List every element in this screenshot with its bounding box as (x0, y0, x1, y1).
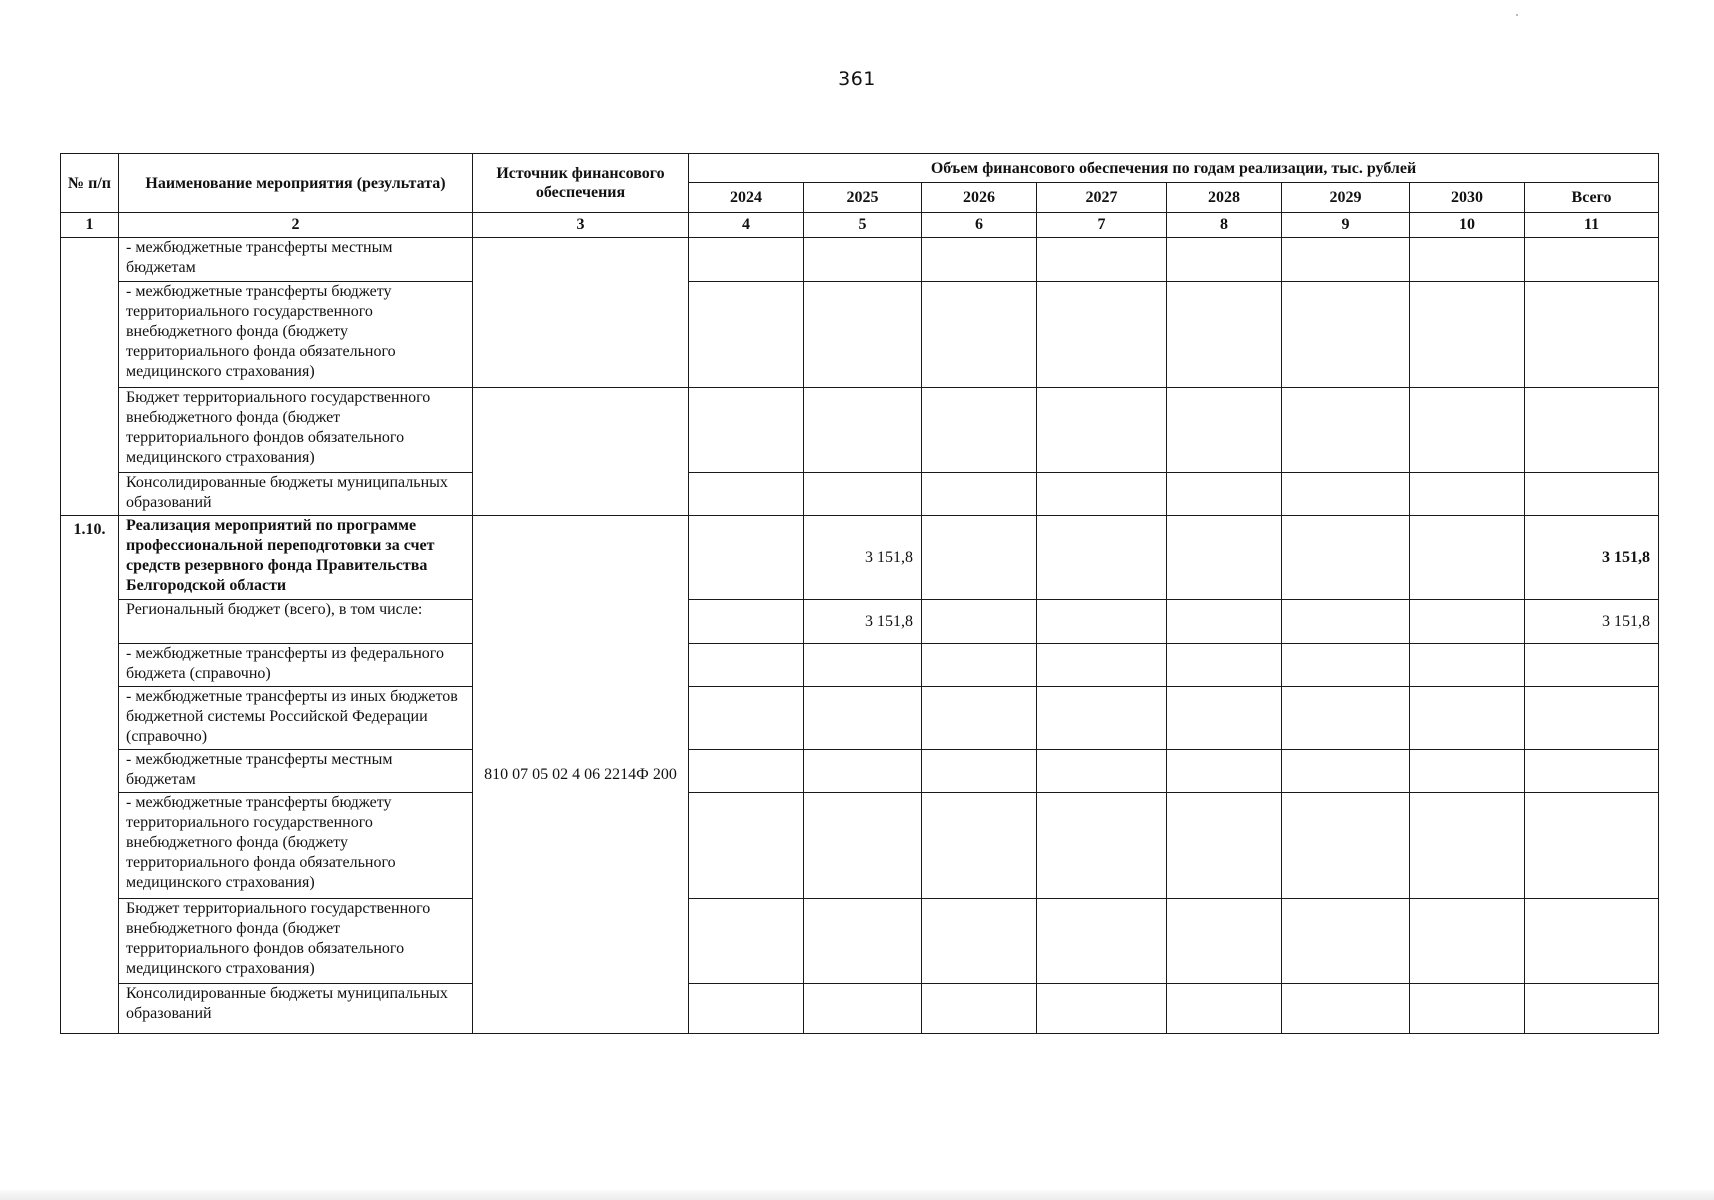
table-row (61, 984, 1659, 1034)
scan-bottom-edge (0, 1190, 1714, 1200)
table-row (61, 644, 1659, 687)
value-cell: 3 151,8 (804, 516, 922, 600)
header-year: 2028 (1167, 183, 1282, 213)
header-number: № п/п (61, 154, 119, 213)
table-row (61, 600, 1659, 644)
table-row (61, 238, 1659, 282)
column-number: 9 (1282, 213, 1410, 238)
table-row (61, 793, 1659, 899)
row-name: Консолидированные бюджеты муниципальных образований (119, 984, 473, 1034)
item-source: 810 07 05 02 4 06 2214Ф 200 (473, 516, 689, 1034)
item-number: 1.10. (61, 516, 119, 1034)
source-cell-empty (473, 238, 689, 388)
row-name: Консолидированные бюджеты муниципальных образований (119, 473, 473, 516)
value-cell (1282, 516, 1410, 600)
number-cell-empty (61, 238, 119, 516)
column-number: 4 (689, 213, 804, 238)
column-number: 8 (1167, 213, 1282, 238)
total-cell: 3 151,8 (1525, 600, 1659, 644)
value-cell (922, 600, 1037, 644)
value-cell (922, 516, 1037, 600)
row-name: Бюджет территориального государственного внебюджетного фонда (бюджет территориального фондов обязательного медицинского страхования) (119, 899, 473, 984)
value-cell (1410, 516, 1525, 600)
header-row-top (61, 154, 1659, 183)
table-row (61, 750, 1659, 793)
item-title: Реализация мероприятий по программе профессиональной переподготовки за счет средств резервного фонда Правительства Белгородской области (119, 516, 473, 600)
value-cell (1167, 600, 1282, 644)
financing-table (60, 153, 1659, 1034)
row-name: - межбюджетные трансферты местным бюджетам (119, 750, 473, 793)
header-source: Источник финансового обеспечения (473, 154, 689, 213)
row-name: - межбюджетные трансферты местным бюджетам (119, 238, 473, 282)
column-number: 11 (1525, 213, 1659, 238)
header-year: 2029 (1282, 183, 1410, 213)
header-year: 2027 (1037, 183, 1167, 213)
row-name: - межбюджетные трансферты из федерального бюджета (справочно) (119, 644, 473, 687)
row-name: - межбюджетные трансферты бюджету территориального государственного внебюджетного фонда (бюджету территориального фонда обязательного медицинского страхования) (119, 793, 473, 899)
table-row-item-title (61, 516, 1659, 600)
total-cell: 3 151,8 (1525, 516, 1659, 600)
value-cell (1167, 516, 1282, 600)
row-name: Бюджет территориального государственного внебюджетного фонда (бюджет территориального фондов обязательного медицинского страхования) (119, 388, 473, 473)
header-year: 2030 (1410, 183, 1525, 213)
table-row (61, 473, 1659, 516)
header-total: Всего (1525, 183, 1659, 213)
row-name: - межбюджетные трансферты бюджету территориального государственного внебюджетного фонда (бюджету территориального фонда обязательного медицинского страхования) (119, 282, 473, 388)
table-row (61, 282, 1659, 388)
value-cell (1410, 600, 1525, 644)
table-row (61, 899, 1659, 984)
column-number: 2 (119, 213, 473, 238)
page-number: 361 (838, 68, 876, 90)
header-year: 2025 (804, 183, 922, 213)
header-volume: Объем финансового обеспечения по годам реализации, тыс. рублей (689, 154, 1659, 183)
value-cell (689, 516, 804, 600)
table-row (61, 388, 1659, 473)
source-cell-empty (473, 388, 689, 516)
row-name: - межбюджетные трансферты из иных бюджетов бюджетной системы Российской Федерации (справочно) (119, 687, 473, 750)
header-year: 2026 (922, 183, 1037, 213)
row-name: Региональный бюджет (всего), в том числе: (119, 600, 473, 644)
column-number-row (61, 213, 1659, 238)
column-number: 6 (922, 213, 1037, 238)
scan-speck (1516, 14, 1518, 16)
value-cell: 3 151,8 (804, 600, 922, 644)
header-name: Наименование мероприятия (результата) (119, 154, 473, 213)
value-cell (1282, 600, 1410, 644)
column-number: 7 (1037, 213, 1167, 238)
header-year: 2024 (689, 183, 804, 213)
value-cell (1037, 516, 1167, 600)
column-number: 5 (804, 213, 922, 238)
column-number: 1 (61, 213, 119, 238)
column-number: 10 (1410, 213, 1525, 238)
table-row (61, 687, 1659, 750)
value-cell (1037, 600, 1167, 644)
column-number: 3 (473, 213, 689, 238)
value-cell (689, 600, 804, 644)
